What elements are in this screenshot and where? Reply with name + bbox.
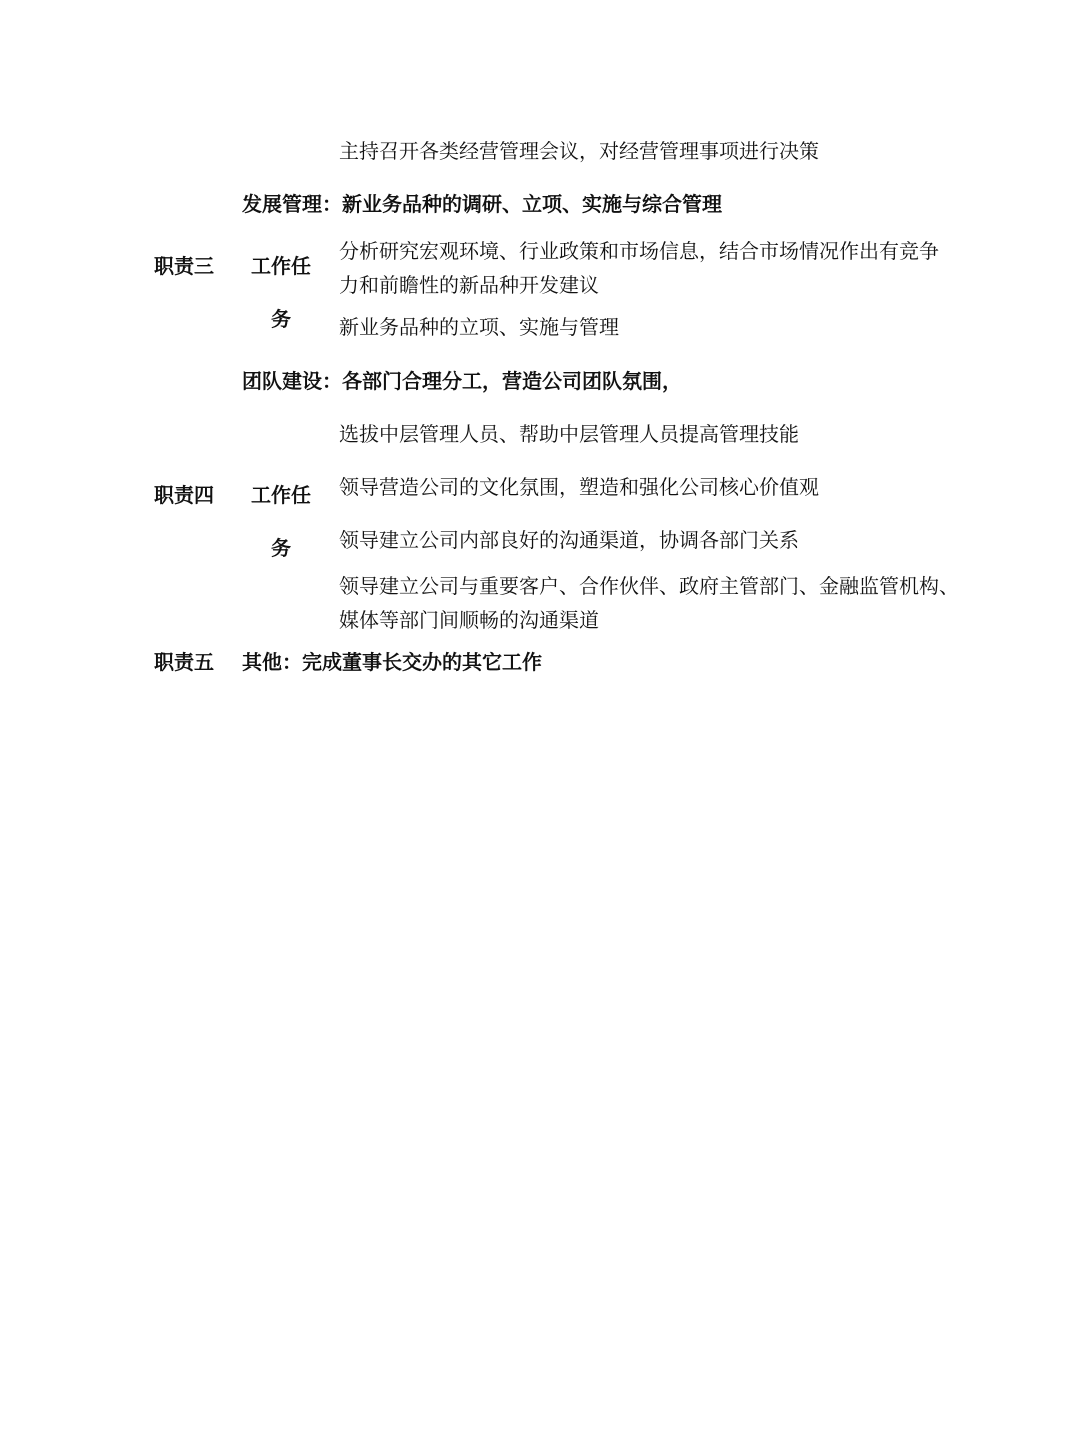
duty-five-text: 其他：完成董事长交办的其它工作 (242, 650, 542, 674)
duty-three-item-1: 分析研究宏观环境、行业政策和市场信息，结合市场情况作出有竞争 (339, 239, 939, 263)
duty-five-label: 职责五 (154, 650, 214, 674)
duty-four-item-2: 领导建立公司内部良好的沟通渠道，协调各部门关系 (339, 528, 799, 552)
duty-three-item-2: 新业务品种的立项、实施与管理 (339, 315, 619, 339)
duty-four-item-1: 领导营造公司的文化氛围，塑造和强化公司核心价值观 (339, 475, 819, 499)
duty-four-task-label-cont: 务 (271, 536, 291, 560)
duty-three-label: 职责三 (154, 254, 214, 278)
development-management-heading: 发展管理：新业务品种的调研、立项、实施与综合管理 (242, 192, 722, 216)
duty-three-task-label: 工作任 (251, 254, 311, 278)
duty-four-task-label: 工作任 (251, 483, 311, 507)
duty-four-item-3: 领导建立公司与重要客户、合作伙伴、政府主管部门、金融监管机构、 (339, 574, 959, 598)
duty-four-label: 职责四 (154, 483, 214, 507)
duty-four-item-3-cont: 媒体等部门间顺畅的沟通渠道 (339, 608, 599, 632)
team-item-1: 选拔中层管理人员、帮助中层管理人员提高管理技能 (339, 422, 799, 446)
duty-three-task-label-cont: 务 (271, 307, 291, 331)
team-building-heading: 团队建设：各部门合理分工，营造公司团队氛围， (242, 369, 682, 393)
duty-three-item-1-cont: 力和前瞻性的新品种开发建议 (339, 273, 599, 297)
meeting-duty-text: 主持召开各类经营管理会议，对经营管理事项进行决策 (339, 139, 819, 163)
